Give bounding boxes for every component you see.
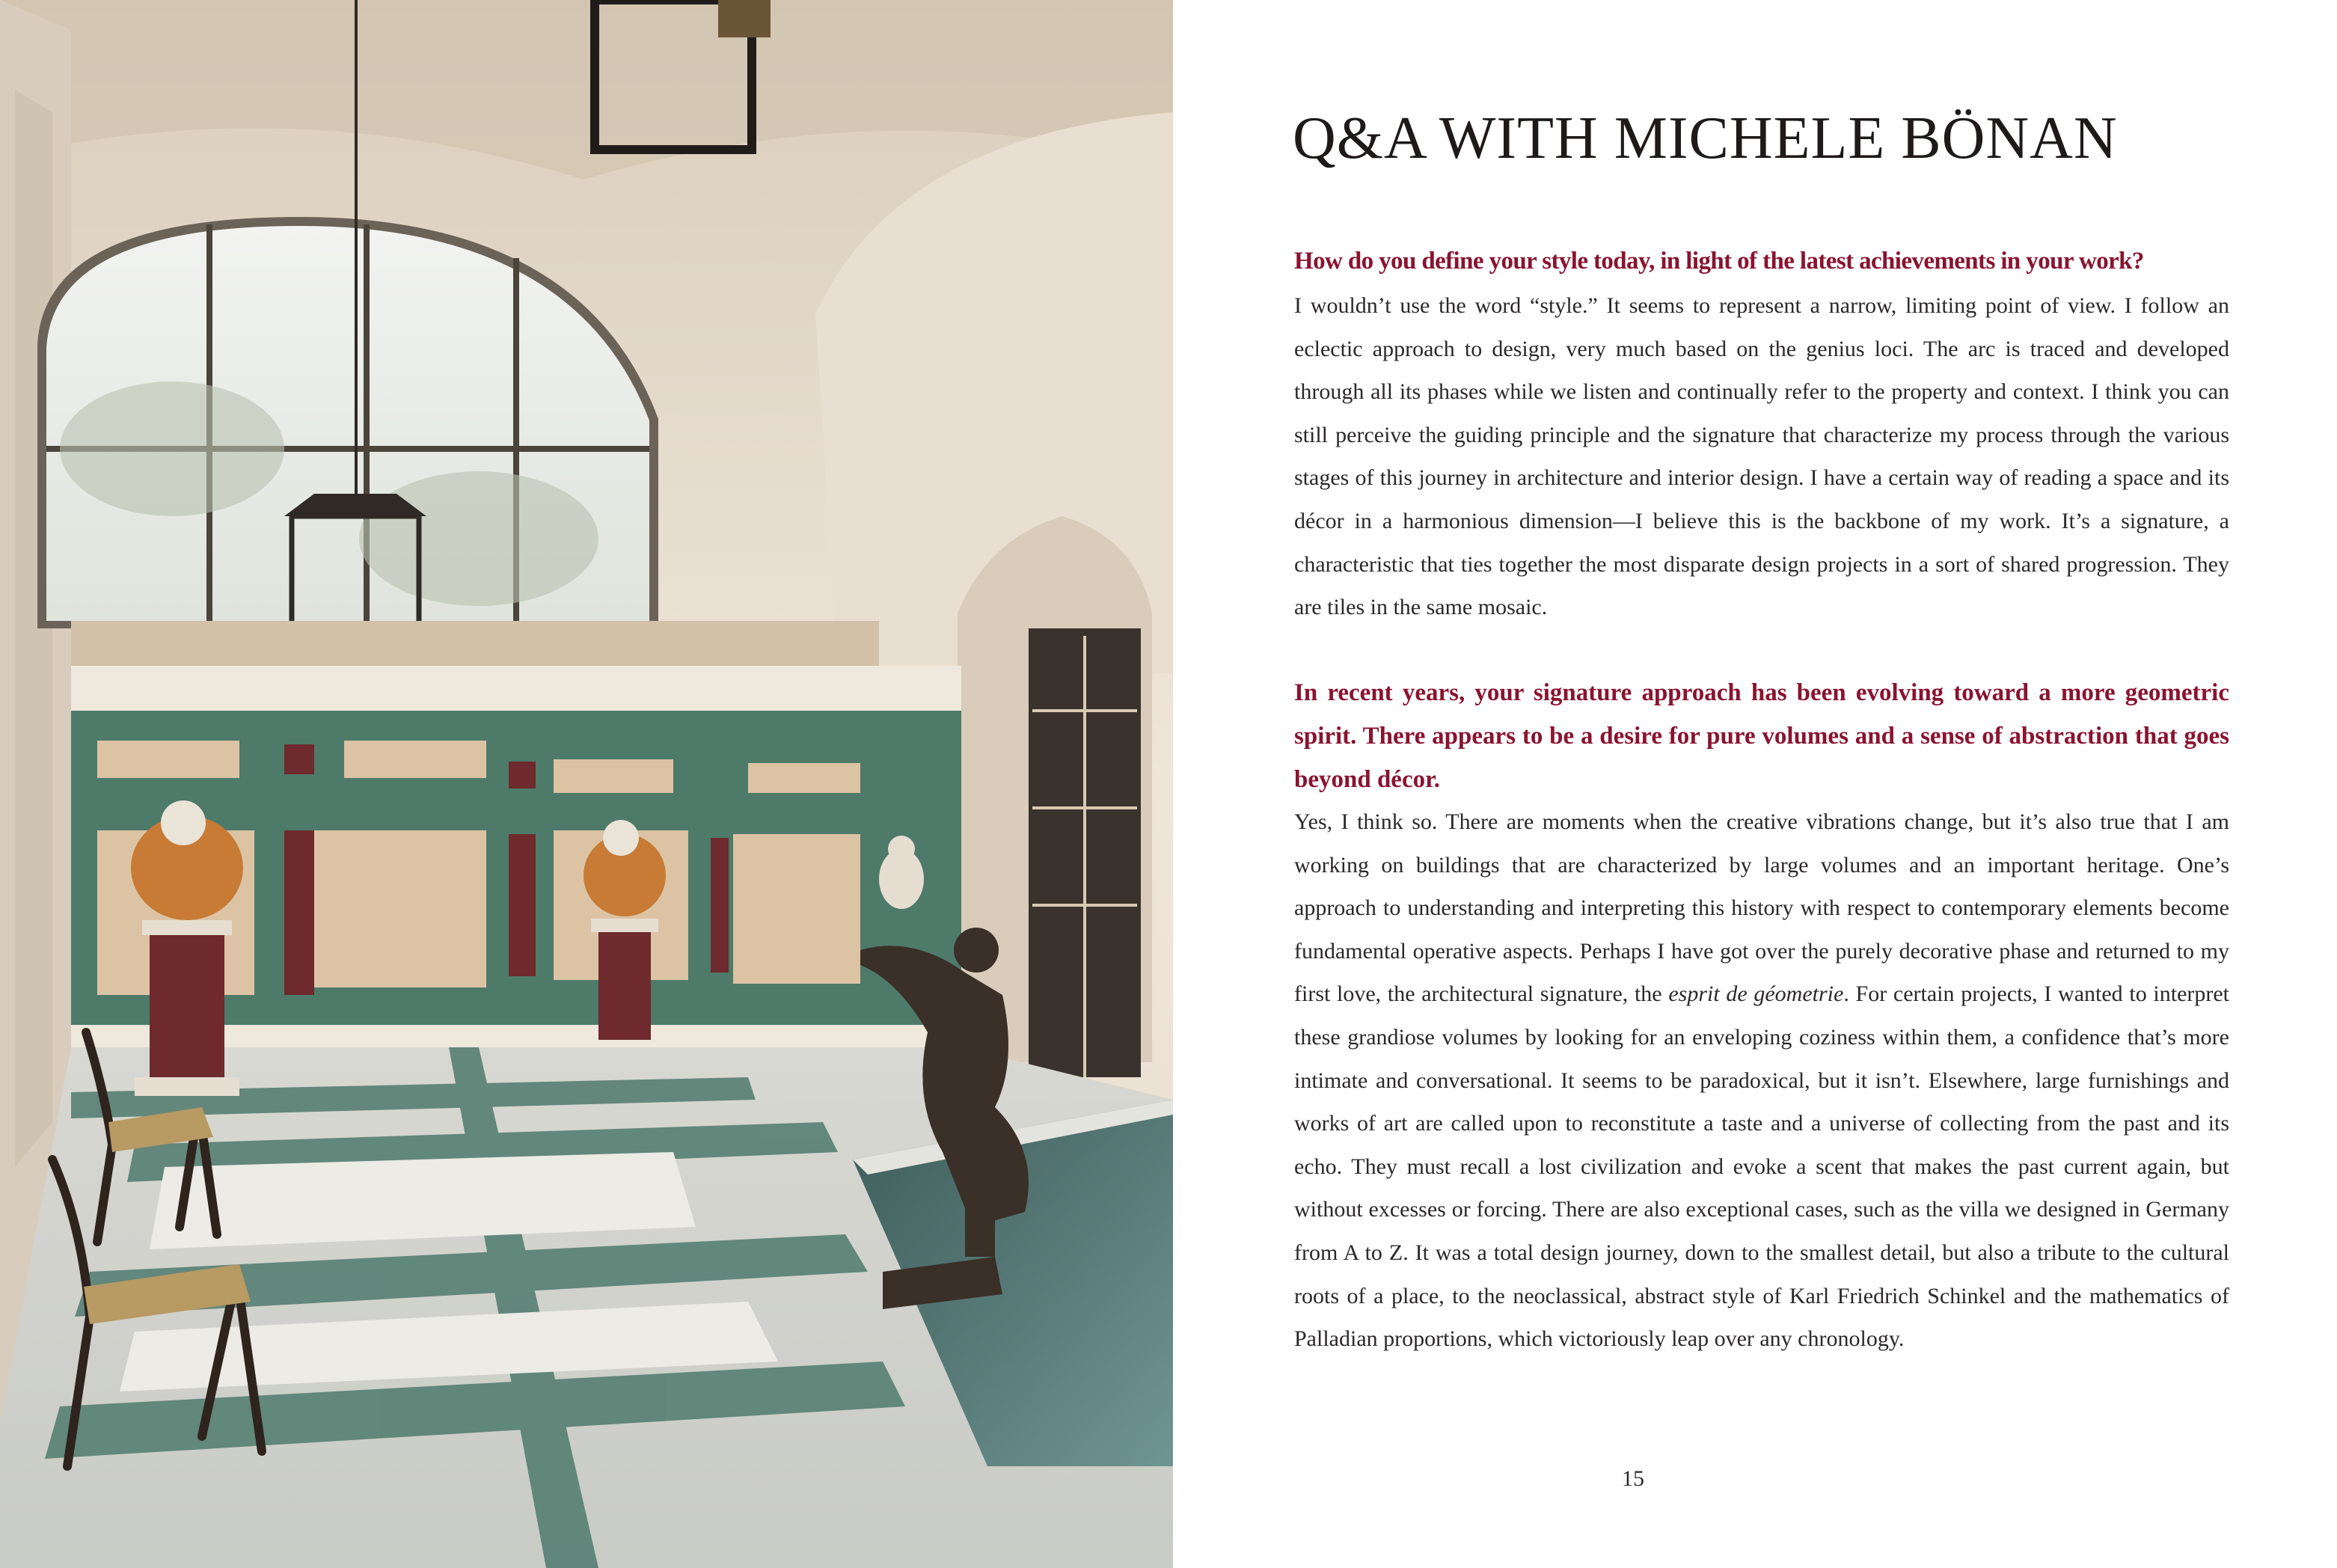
page-title: Q&A WITH MICHELE BÖNAN bbox=[1293, 105, 2118, 171]
question-1: How do you define your style today, in light of the latest achievements in your work? bbox=[1294, 248, 2144, 275]
answer-2 bbox=[1294, 800, 2229, 1361]
answer-2-part-2: . For certain projects, I wanted to interpret these grandiose volumes by looking for an enveloping coziness within them, a confidence that’s more intimate and conversational. It seems to be paradoxical, but it isn’t. Elsewhere, large furnishings and works of art are called upon to reconstitute a taste and a universe of collecting from the past and its echo. They must recall a lost civilization and evoke a scent that makes the past current again, but without excesses or forcing. There are also exceptional cases, such as the villa we designed in Germany from A to Z. It was a total design journey, down to the smallest detail, but also a tribute to the cultural roots of a place, to the neoclassical, abstract style of Karl Friedrich Schinkel and the mathematics of Palladian proportions, which victoriously leap over any chronology. bbox=[1294, 981, 2230, 1352]
text-page bbox=[1173, 0, 2337, 1568]
answer-2-italic-phrase: esprit de géometrie bbox=[1668, 981, 1844, 1007]
answer-2-part-1: Yes, I think so. There are moments when the creative vibrations change, but it’s also true that I am working on buildings that are characterized by large volumes and an important heritage. One’s approach to understanding and interpreting this history with respect to contemporary elements become fundamental operative aspects. Perhaps I have got over the purely decorative phase and returned to my first love, the architectural signature, the bbox=[1294, 809, 2229, 1007]
answer-1: I wouldn’t use the word “style.” It seems to represent a narrow, limiting point of view. I follow an eclectic approach to design, very much based on the genius loci. The arc is traced and developed through all its phases while we listen and continually refer to the property and context. I think you can still perceive the guiding principle and the signature that characterize my process through the various stages of this journey in architecture and interior design. I have a certain way of reading a space and its décor in a harmonious dimension—I believe this is the backbone of my work. It’s a signature, a characteristic that ties together the most disparate design projects in a sort of shared progression. They are tiles in the same mosaic. bbox=[1294, 293, 2229, 620]
question-2: In recent years, your signature approach has been evolving toward a more geometric spirit. There appears to be a desire for pure volumes and a sense of abstraction that goes beyond décor. bbox=[1294, 679, 2229, 793]
page-number: 15 bbox=[1622, 1466, 1644, 1491]
